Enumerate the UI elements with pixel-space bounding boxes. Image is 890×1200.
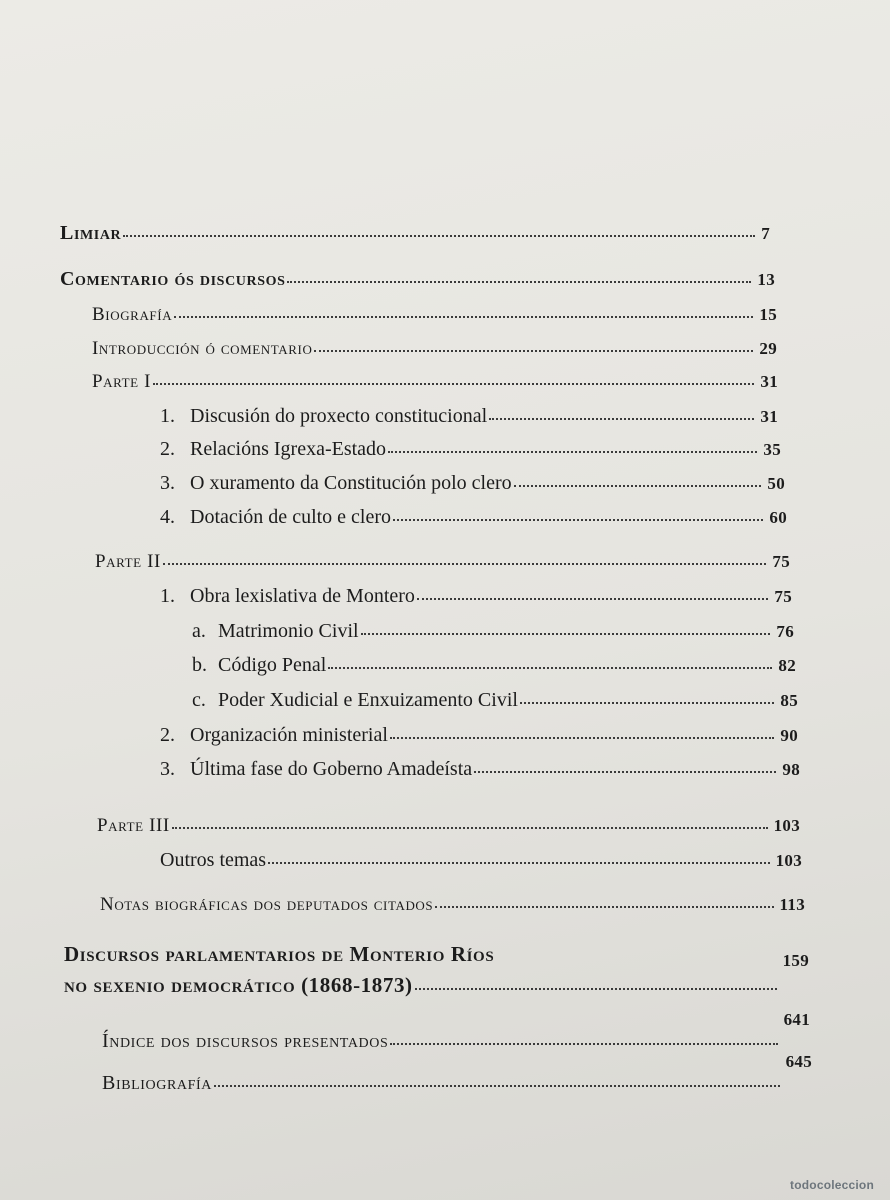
dot-leader bbox=[388, 451, 757, 453]
dot-leader bbox=[417, 598, 768, 600]
toc-entry-biografia bbox=[92, 304, 777, 326]
toc-entry-p2-sub bbox=[192, 689, 798, 712]
dot-leader bbox=[214, 1085, 780, 1087]
item-text: Poder Xudicial e Enxuizamento Civil bbox=[218, 689, 518, 711]
dot-leader bbox=[123, 235, 755, 237]
dot-leader bbox=[174, 316, 753, 318]
dot-leader bbox=[172, 827, 768, 829]
dot-leader bbox=[415, 988, 777, 990]
dot-leader bbox=[390, 1043, 777, 1045]
toc-entry-comentario bbox=[60, 268, 775, 291]
toc-page-p1-item: 31 bbox=[760, 407, 778, 426]
toc-page-biografia: 15 bbox=[759, 305, 777, 324]
toc-label-notas: Notas biográficas dos deputados citados bbox=[100, 894, 434, 915]
toc-entry-parte-3 bbox=[97, 815, 800, 837]
item-number: 2. bbox=[160, 438, 175, 460]
toc-page-parte-3: 103 bbox=[773, 816, 800, 835]
toc-page-p2-sub: 82 bbox=[778, 656, 796, 675]
dot-leader bbox=[435, 906, 773, 908]
item-number: 2. bbox=[160, 724, 175, 746]
toc-entry-notas bbox=[100, 894, 805, 916]
toc-label-p2-item-2 bbox=[160, 724, 388, 747]
toc-label-parte-3: Parte III bbox=[97, 815, 170, 836]
item-text: Matrimonio Civil bbox=[218, 620, 359, 642]
toc-page-p2-sub: 76 bbox=[776, 622, 794, 641]
toc-entry-p2-item-1 bbox=[160, 585, 792, 608]
toc-label-p1-item bbox=[160, 506, 391, 529]
dot-leader bbox=[287, 281, 751, 283]
dot-leader bbox=[474, 771, 776, 773]
toc-page-discursos: 159 bbox=[782, 951, 809, 970]
dot-leader bbox=[361, 633, 771, 635]
toc-label-bibliografia: Bibliografía bbox=[102, 1072, 212, 1094]
dot-leader bbox=[390, 737, 774, 739]
item-text: Discusión do proxecto constitucional bbox=[190, 405, 488, 427]
dot-leader bbox=[520, 702, 774, 704]
item-text: Dotación de culto e clero bbox=[190, 506, 392, 528]
toc-label-limiar: Limiar bbox=[60, 222, 122, 244]
toc-page-comentario: 13 bbox=[757, 270, 775, 289]
toc-page-p1-item: 35 bbox=[763, 440, 781, 459]
toc-entry-p1-item bbox=[160, 438, 781, 461]
toc-page-p1-item: 60 bbox=[769, 508, 787, 527]
toc-page-p2-item-2: 90 bbox=[780, 726, 798, 745]
toc-label-p2-item-1 bbox=[160, 585, 415, 608]
toc-label-p2-sub bbox=[192, 689, 518, 712]
watermark-text: todocoleccion bbox=[790, 1178, 874, 1192]
toc-entry-p2-item-2 bbox=[160, 724, 798, 747]
toc-entry-discursos-line1: Discursos parlamentarios de Monterio Ríos bbox=[64, 942, 495, 966]
item-text: O xuramento da Constitución polo clero bbox=[190, 472, 512, 494]
dot-leader bbox=[163, 563, 766, 565]
toc-entry-bibliografia bbox=[102, 1052, 812, 1095]
toc-label-biografia: Biografía bbox=[92, 304, 173, 325]
toc-label-introduccion: Introducción ó comentario bbox=[92, 338, 313, 359]
toc-label-parte-1: Parte I bbox=[92, 371, 152, 392]
item-text: Código Penal bbox=[218, 654, 327, 676]
toc-entry-p1-item bbox=[160, 472, 785, 495]
toc-page-notas: 113 bbox=[779, 895, 805, 914]
toc-page-p1-item: 50 bbox=[767, 474, 785, 493]
item-letter: a. bbox=[192, 620, 206, 642]
item-text: Relacións Igrexa-Estado bbox=[190, 438, 387, 460]
dot-leader bbox=[393, 519, 763, 521]
dot-leader bbox=[314, 350, 753, 352]
toc-entry-limiar bbox=[60, 222, 770, 245]
toc-page-p2-item-3: 98 bbox=[782, 760, 800, 779]
item-letter: b. bbox=[192, 654, 207, 676]
toc-entry-indice bbox=[102, 1010, 810, 1053]
toc-page-indice: 641 bbox=[783, 1010, 810, 1029]
item-letter: c. bbox=[192, 689, 206, 711]
item-text: Organización ministerial bbox=[190, 724, 388, 746]
toc-entry-p2-sub bbox=[192, 654, 796, 677]
toc-label-p1-item bbox=[160, 472, 512, 495]
toc-entry-introduccion bbox=[92, 338, 777, 360]
item-number: 4. bbox=[160, 506, 175, 528]
toc-page-parte-1: 31 bbox=[760, 372, 778, 391]
toc-page-p2-item-1: 75 bbox=[774, 587, 792, 606]
dot-leader bbox=[268, 862, 770, 864]
toc-page-parte-2: 75 bbox=[772, 552, 790, 571]
toc-label-outros: Outros temas bbox=[160, 849, 267, 871]
dot-leader bbox=[153, 383, 754, 385]
toc-label-p2-sub bbox=[192, 654, 326, 677]
toc-entry-parte-1 bbox=[92, 371, 778, 393]
toc-entry-p2-item-3 bbox=[160, 758, 800, 781]
toc-page-limiar: 7 bbox=[761, 224, 770, 243]
toc-entry-p1-item bbox=[160, 405, 778, 428]
toc-label-p2-sub bbox=[192, 620, 359, 643]
toc-page-bibliografia: 645 bbox=[785, 1052, 812, 1071]
toc-label-p1-item bbox=[160, 438, 386, 461]
item-number: 3. bbox=[160, 758, 175, 780]
toc-label-p1-item bbox=[160, 405, 487, 428]
item-text: Última fase do Goberno Amadeísta bbox=[190, 758, 473, 780]
dot-leader bbox=[514, 485, 762, 487]
toc-entry-p2-sub bbox=[192, 620, 794, 643]
dot-leader bbox=[328, 667, 772, 669]
toc-label-p2-item-3 bbox=[160, 758, 472, 781]
toc-page-introduccion: 29 bbox=[759, 339, 777, 358]
toc-page-p2-sub: 85 bbox=[780, 691, 798, 710]
toc-page-outros: 103 bbox=[775, 851, 802, 870]
item-text: Obra lexislativa de Montero bbox=[190, 585, 415, 607]
item-number: 1. bbox=[160, 405, 175, 427]
toc-label-indice: Índice dos discursos presentados bbox=[102, 1030, 389, 1052]
toc-label-parte-2: Parte II bbox=[95, 551, 161, 572]
dot-leader bbox=[489, 418, 754, 420]
toc-entry-parte-2 bbox=[95, 551, 790, 573]
toc-entry-p1-item bbox=[160, 506, 787, 529]
toc-label-discursos-line2: no sexenio democrático (1868-1873) bbox=[64, 973, 413, 997]
item-number: 1. bbox=[160, 585, 175, 607]
toc-label-comentario: Comentario ós discursos bbox=[60, 268, 286, 290]
item-number: 3. bbox=[160, 472, 175, 494]
toc-entry-outros bbox=[160, 849, 802, 872]
